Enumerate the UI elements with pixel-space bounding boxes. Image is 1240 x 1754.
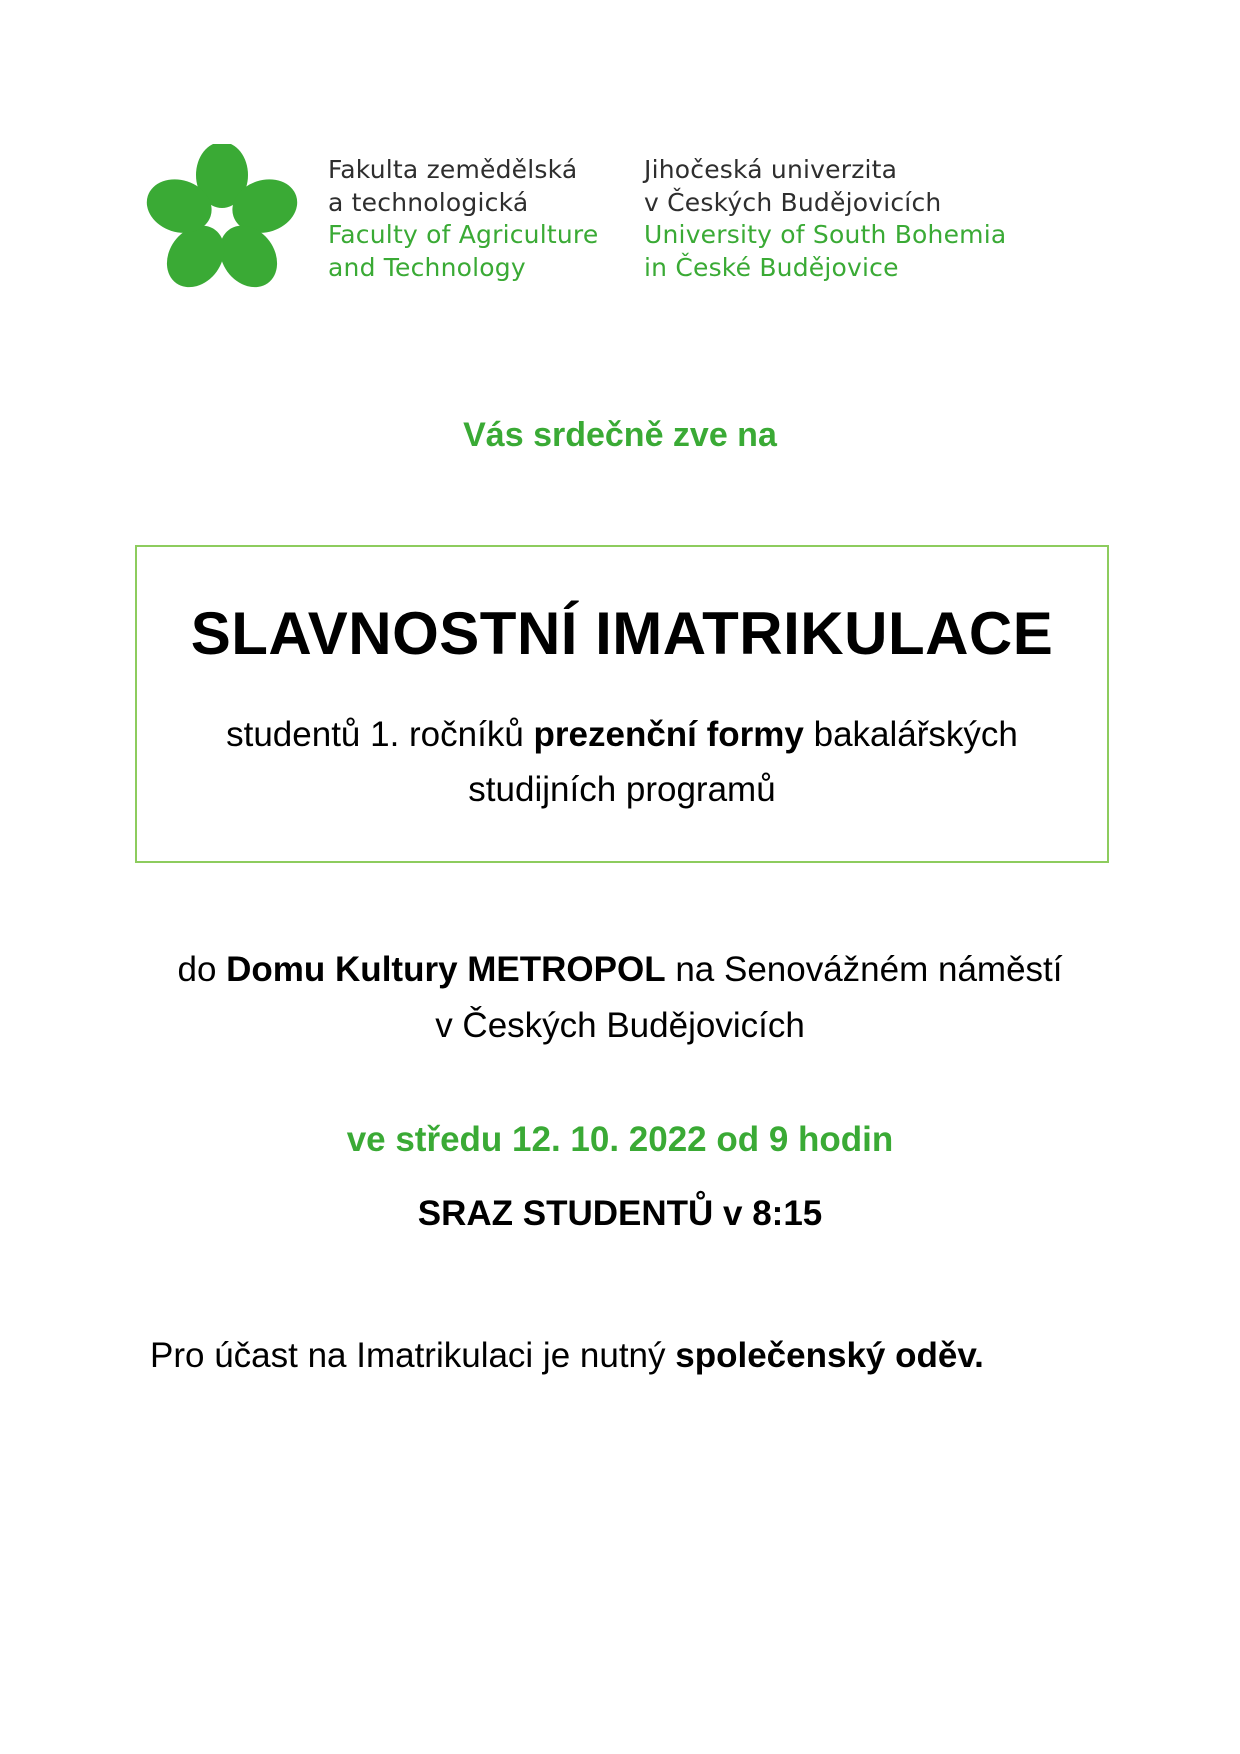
faculty-name-cz-line2: a technologická <box>328 187 529 217</box>
dress-code-bold: společenský oděv. <box>675 1336 984 1375</box>
subtitle-bold: prezenční formy <box>533 715 804 754</box>
faculty-name-en-line1: Faculty of Agriculture <box>328 220 599 249</box>
faculty-name-en-line2: and Technology <box>328 252 526 282</box>
meeting-time: SRAZ STUDENTŮ v 8:15 <box>417 1194 823 1233</box>
venue <box>0 942 1240 1054</box>
faculty-name-cz-line1: Fakulta zemědělská <box>328 155 578 184</box>
venue-place: Domu Kultury METROPOL <box>226 950 666 989</box>
university-name-en-line1: University of South Bohemia <box>644 220 1007 249</box>
event-subtitle-line2: studijních programů <box>468 770 776 809</box>
subtitle-text-part1: studentů 1. ročníků <box>226 715 534 754</box>
venue-suffix: na Senovážném náměstí <box>665 950 1063 989</box>
flower-logo-icon <box>146 144 298 296</box>
university-name-block <box>644 154 1006 284</box>
university-name-en-line2: in České Budějovice <box>644 252 899 282</box>
event-subtitle-line1 <box>137 707 1107 762</box>
header <box>0 0 1240 320</box>
venue-line2: v Českých Budějovicích <box>435 1006 805 1045</box>
university-name-cz-line1: Jihočeská univerzita <box>644 155 898 184</box>
venue-prefix: do <box>177 950 227 989</box>
dress-code-note <box>150 1336 984 1376</box>
event-title-box <box>135 545 1109 863</box>
event-subtitle <box>137 707 1107 817</box>
faculty-name-block <box>328 154 598 284</box>
event-title: SLAVNOSTNÍ IMATRIKULACE <box>190 600 1054 667</box>
venue-line1 <box>0 942 1240 998</box>
dress-code-text: Pro účast na Imatrikulaci je nutný <box>150 1336 676 1375</box>
event-date: ve středu 12. 10. 2022 od 9 hodin <box>346 1120 894 1159</box>
subtitle-text-part2: bakalářských <box>803 715 1018 754</box>
university-name-cz-line2: v Českých Budějovicích <box>644 187 942 217</box>
invitation-line: Vás srdečně zve na <box>463 416 777 454</box>
